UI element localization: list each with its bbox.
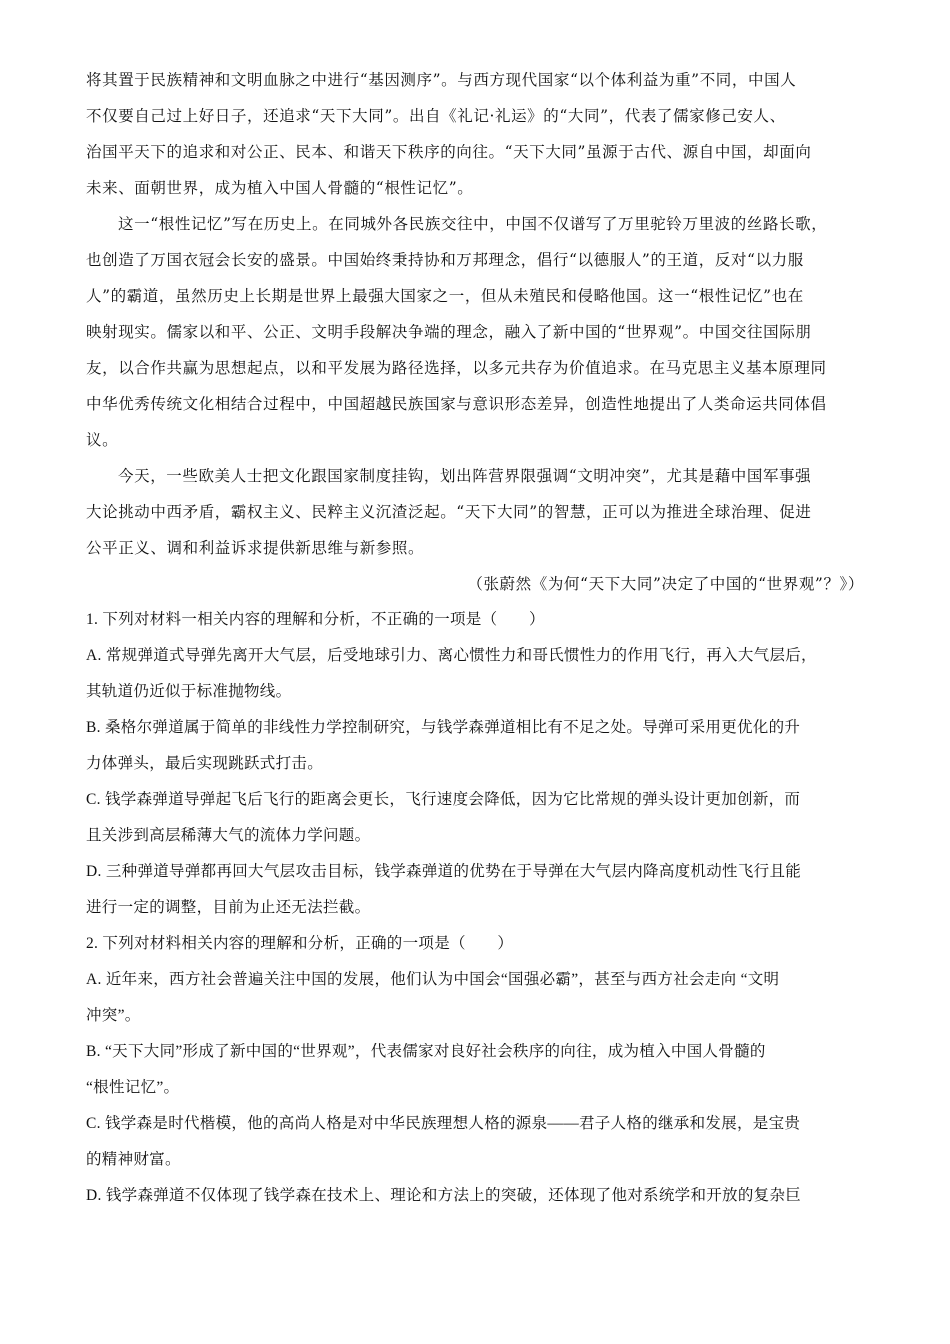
passage-line: 将其置于民族精神和文明血脉之中进行“基因测序”。与西方现代国家“以个体利益为重”不同，中国人 <box>86 71 797 89</box>
passage-line: 今天，一些欧美人士把文化跟国家制度挂钩，划出阵营界限强调“文明冲突”，尤其是藉中国军事强 <box>118 467 812 485</box>
passage-line: 不仅要自己过上好日子，还追求“天下大同”。出自《礼记·礼运》的“大同”，代表了儒家修己安人、 <box>86 107 786 125</box>
passage-line: 映射现实。儒家以和平、公正、文明手段解决争端的理念，融入了新中国的“世界观”。中国交往国际朋 <box>86 323 812 341</box>
passage-line: 治国平天下的追求和对公正、民本、和谐天下秩序的向往。“天下大同”虽源于古代、源自中国，却面向 <box>86 143 812 161</box>
option-d-line: D. 钱学森弹道不仅体现了钱学森在技术上、理论和方法上的突破，还体现了他对系统学和开放的复杂巨 <box>86 1187 802 1204</box>
passage-line: 这一“根性记忆”写在历史上。在同城外各民族交往中，中国不仅谱写了万里驼铃万里波的丝路长歌， <box>118 215 828 233</box>
question-stem: 1. 下列对材料一相关内容的理解和分析，不正确的一项是（ ） <box>86 611 545 628</box>
passage-line: 人”的霸道，虽然历史上长期是世界上最强大国家之一，但从未殖民和侵略他国。这一“根性记忆”也在 <box>86 287 804 305</box>
option-a-line: 其轨道仍近似于标准抛物线。 <box>86 683 292 700</box>
option-b-line: B. 桑格尔弹道属于简单的非线性力学控制研究，与钱学森弹道相比有不足之处。导弹可采用更优化的升 <box>86 719 801 736</box>
passage-line: 也创造了万国衣冠会长安的盛景。中国始终秉持协和万邦理念，倡行“以德服人”的王道，反对“以力服 <box>86 251 804 269</box>
option-c-line: C. 钱学森是时代楷模，他的高尚人格是对中华民族理想人格的源泉——君子人格的继承和发展，是宝贵 <box>86 1115 801 1132</box>
passage-line: 议。 <box>86 431 119 449</box>
option-b-line: 力体弹头，最后实现跳跃式打击。 <box>86 755 324 772</box>
option-b-line: “根性记忆”。 <box>86 1079 180 1096</box>
option-b-line: B. “天下大同”形成了新中国的“世界观”，代表儒家对良好社会秩序的向往，成为植入中国人骨髓的 <box>86 1043 766 1060</box>
option-c-line: C. 钱学森弹道导弹起飞后飞行的距离会更长，飞行速度会降低，因为它比常规的弹头设计更加创新，而 <box>86 791 801 808</box>
option-c-line: 的精神财富。 <box>86 1151 181 1168</box>
option-d-line: 进行一定的调整，目前为止还无法拦截。 <box>86 899 371 916</box>
passage-line: 大论挑动中西矛盾，霸权主义、民粹主义沉渣泛起。“天下大同”的智慧，正可以为推进全球治理、促进 <box>86 503 812 521</box>
option-a-line: A. 近年来，西方社会普遍关注中国的发展，他们认为中国会“国强必霸”，甚至与西方社会走向 “文明 <box>86 971 780 988</box>
option-d-line: D. 三种弹道导弹都再回大气层攻击目标，钱学森弹道的优势在于导弹在大气层内降高度机动性飞行且能 <box>86 863 802 880</box>
question-stem: 2. 下列对材料相关内容的理解和分析，正确的一项是（ ） <box>86 935 514 952</box>
passage-source: （张蔚然《为何“天下大同”决定了中国的“世界观”？》） <box>467 575 864 593</box>
option-a-line: A. 常规弹道式导弹先离开大气层，后受地球引力、离心惯性力和哥氏惯性力的作用飞行，再入大气层后， <box>86 647 817 664</box>
option-c-line: 且关涉到高层稀薄大气的流体力学问题。 <box>86 827 371 844</box>
option-a-line: 冲突”。 <box>86 1007 141 1024</box>
passage-line: 公平正义、调和利益诉求提供新思维与新参照。 <box>86 539 425 557</box>
passage-line: 中华优秀传统文化相结合过程中，中国超越民族国家与意识形态差异，创造性地提出了人类命运共同体倡 <box>86 395 827 413</box>
passage-line: 未来、面朝世界，成为植入中国人骨髓的“根性记忆”。 <box>86 179 474 197</box>
passage-line: 友，以合作共赢为思想起点，以和平发展为路径选择，以多元共存为价值追求。在马克思主义基本原理同 <box>86 359 827 377</box>
